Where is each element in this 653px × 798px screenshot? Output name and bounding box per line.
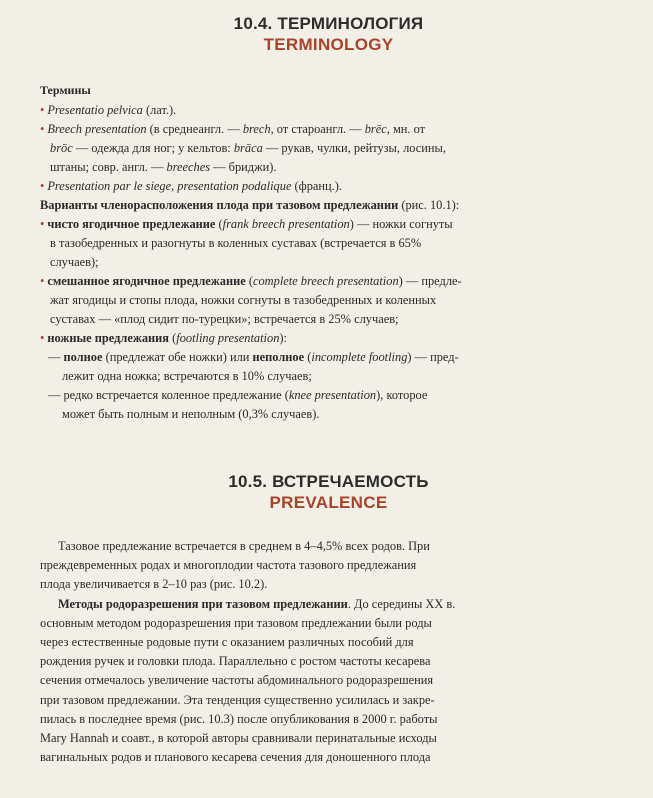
paragraph-line: Тазовое предлежание встречается в среднем в 4–4,5% всех родов. При: [58, 539, 430, 553]
term-text: , мн. от: [386, 122, 426, 136]
paragraph-line: Mary Hannah и соавт., в которой авторы сравнивали перинатальные исходы: [40, 731, 437, 746]
section-title-ru: 10.4. ТЕРМИНОЛОГИЯ: [233, 14, 424, 33]
variant-text: ):: [279, 331, 287, 345]
term-note: (франц.).: [291, 179, 342, 193]
variant-name: смешанное ягодичное предлежание: [47, 274, 246, 288]
variant-3: [40, 329, 617, 348]
subvariant-text: ), которое: [376, 388, 428, 402]
terms-heading: Термины: [40, 83, 91, 97]
subvariant-text: (предлежат обе ножки) или: [102, 350, 253, 364]
term-text: — рукав, чулки, рейтузы, лосины,: [262, 141, 446, 155]
term-1: [40, 101, 617, 120]
paragraph-lead: Методы родоразрешения при тазовом предлежании: [58, 596, 348, 611]
subvariant-text: (: [304, 350, 312, 364]
bullet-icon: •: [40, 179, 45, 193]
dash-text: —: [48, 350, 64, 364]
variants-title: Варианты членорасположения плода при тазовом предлежании: [40, 198, 399, 212]
variant-text: ) — предле-: [398, 274, 462, 288]
term-english: Breech presentation: [47, 122, 147, 136]
term-latin: Presentatio pelvica: [47, 103, 143, 117]
section-title-en: PREVALENCE: [269, 493, 388, 512]
term-word: brāca: [233, 141, 263, 155]
variant-2: [40, 272, 617, 291]
subvariant-name: неполное: [252, 350, 305, 364]
subvariant-1-line-2: лежит одна ножка; встречаются в 10% случаев;: [62, 369, 312, 383]
term-word: brēc: [364, 122, 387, 136]
subvariant-2-line-2: может быть полным и неполным (0,3% случаев).: [62, 407, 320, 421]
term-text: штаны; совр. англ. —: [50, 160, 167, 174]
term-french: Presentation par le siege, presentation podalique: [47, 179, 292, 193]
bullet-icon: •: [40, 122, 45, 136]
term-note: (лат.).: [142, 103, 177, 117]
variant-text: (: [215, 217, 223, 231]
variant-name: ножные предлежания: [47, 331, 170, 345]
term-text: — одежда для ног; у кельтов:: [72, 141, 234, 155]
subvariant-text: — редко встречается коленное предлежание (: [48, 388, 289, 402]
variant-name: чисто ягодичное предлежание: [47, 217, 216, 231]
paragraph-line: через естественные родовые пути с оказанием различных пособий для: [40, 635, 414, 650]
variant-text: ) — ножки согнуты: [349, 217, 453, 231]
term-text: (в среднеангл. —: [146, 122, 243, 136]
subvariant-english: incomplete footling: [311, 350, 408, 364]
paragraph-line: плода увеличивается в 2–10 раз (рис. 10.2).: [40, 577, 268, 592]
paragraph-line: сечения отмечалось увеличение частоты абдоминального родоразрешения: [40, 673, 434, 688]
prevalence-section: [40, 472, 617, 767]
subvariant-1: [40, 348, 617, 367]
term-2: [40, 120, 617, 139]
paragraph-line: рождения ручек и головки плода. Параллельно с ростом частоты кесарева: [40, 654, 431, 669]
paragraph-2: [40, 595, 617, 768]
variant-text: (: [169, 331, 177, 345]
variant-2-line-2: жат ягодицы и стопы плода, ножки согнуты в тазобедренных и коленных: [50, 293, 437, 307]
paragraph-line: основным методом родоразрешения при тазовом предлежании были роды: [40, 615, 432, 630]
term-text: , от староангл. —: [270, 122, 365, 136]
term-3: [40, 177, 617, 196]
terminology-section: [40, 14, 617, 424]
variants-heading: [40, 196, 617, 215]
paragraph-text: . До середины XX в.: [347, 596, 456, 611]
bullet-icon: •: [40, 331, 45, 345]
subvariant-text: ) — пред-: [407, 350, 459, 364]
paragraph-line: при тазовом предлежании. Эта тенденция существенно усилилась и закре-: [40, 692, 435, 707]
variant-2-line-3: суставах — «плод сидит по-турецки»; встречается в 25% случаев;: [50, 312, 399, 326]
paragraph-line: пилась в последнее время (рис. 10.3) после опубликования в 2000 г. работы: [40, 711, 438, 726]
term-word: brōc: [50, 141, 73, 155]
subvariant-english: knee presentation: [288, 388, 377, 402]
variant-1-line-2: в тазобедренных и разогнуты в коленных суставах (встречается в 65%: [50, 236, 422, 250]
figure-reference: (рис. 10.1):: [398, 198, 460, 212]
subvariant-name: полное: [63, 350, 103, 364]
term-word: breeches: [166, 160, 211, 174]
term-2-line-3: [40, 158, 617, 177]
bullet-icon: •: [40, 274, 45, 288]
paragraph-1: [40, 537, 617, 595]
term-2-line-2: [40, 139, 617, 158]
variant-1: [40, 215, 617, 234]
bullet-icon: •: [40, 217, 45, 231]
bullet-icon: •: [40, 103, 45, 117]
paragraph-line: преждевременных родах и многоплодии частота тазового предлежания: [40, 558, 417, 573]
variant-english: frank breech presentation: [222, 217, 350, 231]
variant-text: (: [245, 274, 253, 288]
term-word: brech: [242, 122, 271, 136]
term-text: — бриджи).: [210, 160, 277, 174]
paragraph-line: вагинальных родов и планового кесарева сечения для доношенного плода: [40, 750, 431, 765]
variant-english: footling presentation: [176, 331, 280, 345]
section-title-en: TERMINOLOGY: [263, 35, 394, 54]
section-title-ru: 10.5. ВСТРЕЧАЕМОСТЬ: [228, 472, 429, 491]
subvariant-2: [40, 386, 617, 405]
variant-english: complete breech presentation: [252, 274, 399, 288]
paragraph-line: [40, 595, 617, 614]
variant-1-line-3: случаев);: [50, 255, 99, 269]
